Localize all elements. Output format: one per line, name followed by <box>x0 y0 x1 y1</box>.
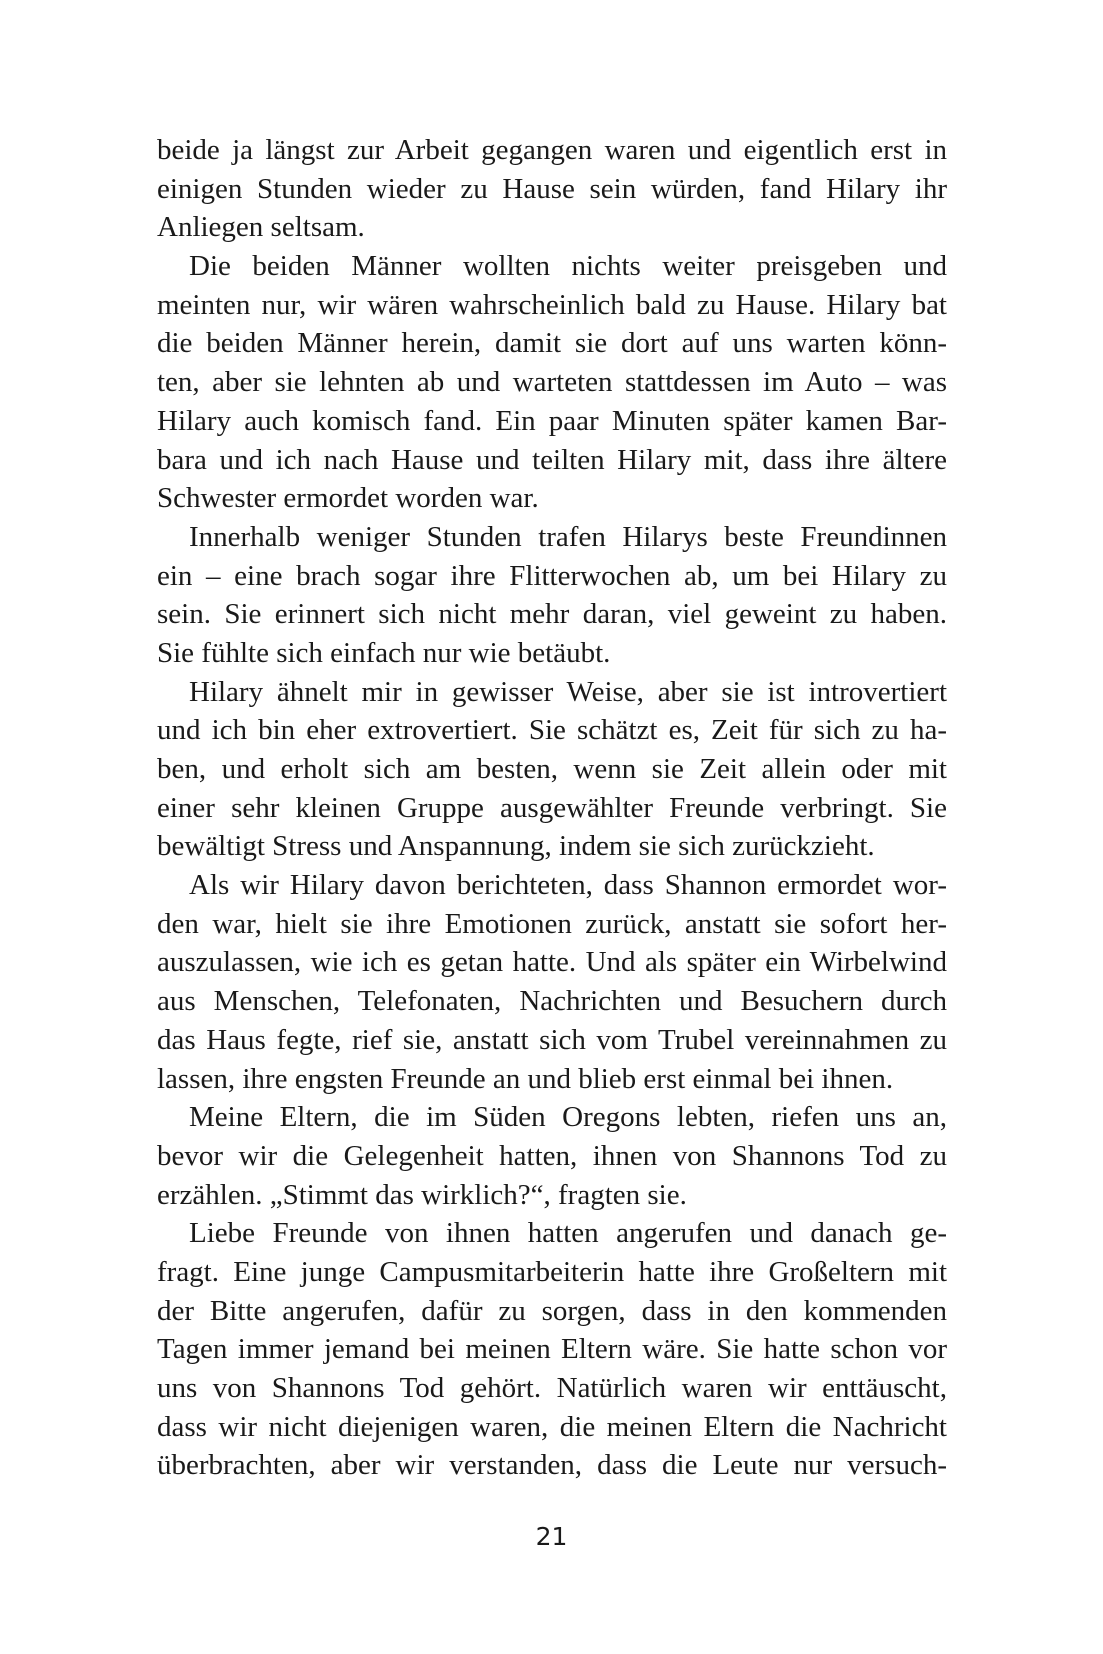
body-text <box>157 131 947 1485</box>
text-line: bevor wir die Gelegenheit hatten, ihnen von Shannons Tod zu <box>157 1139 947 1172</box>
text-line: fragt. Eine junge Campusmitarbeiterin hatte ihre Großeltern mit <box>157 1255 947 1288</box>
text-line: Schwester ermordet worden war. <box>157 482 539 515</box>
page-number: 21 <box>535 1522 568 1551</box>
text-line: meinten nur, wir wären wahrscheinlich bald zu Hause. Hilary bat <box>157 288 947 321</box>
text-line: uns von Shannons Tod gehört. Natürlich waren wir enttäuscht, <box>157 1372 947 1404</box>
paragraph <box>157 247 947 518</box>
text-line: das Haus fegte, rief sie, anstatt sich vom Trubel vereinnahmen zu <box>157 1023 947 1056</box>
text-line: Meine Eltern, die im Süden Oregons lebten, riefen uns an, <box>189 1101 947 1134</box>
text-line: Die beiden Männer wollten nichts weiter preisgeben und <box>189 250 947 283</box>
text-line: dass wir nicht diejenigen waren, die meinen Eltern die Nachricht <box>157 1410 947 1443</box>
text-line: Anliegen seltsam. <box>157 211 365 244</box>
text-line: lassen, ihre engsten Freunde an und blieb erst einmal bei ihnen. <box>157 1062 894 1095</box>
text-line: Tagen immer jemand bei meinen Eltern wäre. Sie hatte schon vor <box>157 1333 947 1366</box>
text-line: sein. Sie erinnert sich nicht mehr daran, viel geweint zu haben. <box>157 598 947 631</box>
text-line: bara und ich nach Hause und teilten Hilary mit, dass ihre ältere <box>157 443 947 476</box>
text-line: Liebe Freunde von ihnen hatten angerufen und danach ge- <box>189 1217 947 1250</box>
paragraph <box>157 1214 947 1485</box>
text-line: den war, hielt sie ihre Emotionen zurück, anstatt sie sofort her- <box>157 907 947 940</box>
text-line: einigen Stunden wieder zu Hause sein würden, fand Hilary ihr <box>157 172 947 205</box>
text-line: auszulassen, wie ich es getan hatte. Und als später ein Wirbelwind <box>157 946 947 979</box>
paragraph <box>157 673 947 866</box>
text-line: und ich bin eher extrovertiert. Sie schätzt es, Zeit für sich zu ha- <box>157 714 947 747</box>
text-line: Hilary ähnelt mir in gewisser Weise, aber sie ist introvertiert <box>189 675 947 708</box>
text-line: erzählen. „Stimmt das wirklich?“, fragten sie. <box>157 1178 687 1211</box>
paragraph <box>157 1098 947 1214</box>
text-line: der Bitte angerufen, dafür zu sorgen, dass in den kommenden <box>157 1294 947 1327</box>
text-line: aus Menschen, Telefonaten, Nachrichten und Besuchern durch <box>157 985 947 1018</box>
text-line: die beiden Männer herein, damit sie dort auf uns warten könn- <box>157 327 947 360</box>
paragraph <box>157 131 947 247</box>
text-line: überbrachten, aber wir verstanden, dass die Leute nur versuch- <box>157 1449 947 1482</box>
text-line: einer sehr kleinen Gruppe ausgewählter Freunde verbringt. Sie <box>157 791 947 824</box>
text-line: ten, aber sie lehnten ab und warteten stattdessen im Auto – was <box>157 366 947 399</box>
text-line: beide ja längst zur Arbeit gegangen waren und eigentlich erst in <box>157 134 947 166</box>
paragraph <box>157 866 947 1098</box>
text-line: ben, und erholt sich am besten, wenn sie Zeit allein oder mit <box>157 753 947 785</box>
text-line: Innerhalb weniger Stunden trafen Hilarys beste Freundinnen <box>189 520 947 553</box>
text-line: Hilary auch komisch fand. Ein paar Minuten später kamen Bar- <box>157 404 947 437</box>
text-line: Als wir Hilary davon berichteten, dass Shannon ermordet wor- <box>189 869 947 902</box>
text-line: Sie fühlte sich einfach nur wie betäubt. <box>157 636 611 669</box>
text-line: bewältigt Stress und Anspannung, indem sie sich zurückzieht. <box>157 830 875 863</box>
text-line: ein – eine brach sogar ihre Flitterwochen ab, um bei Hilary zu <box>157 559 947 592</box>
paragraph <box>157 518 947 673</box>
